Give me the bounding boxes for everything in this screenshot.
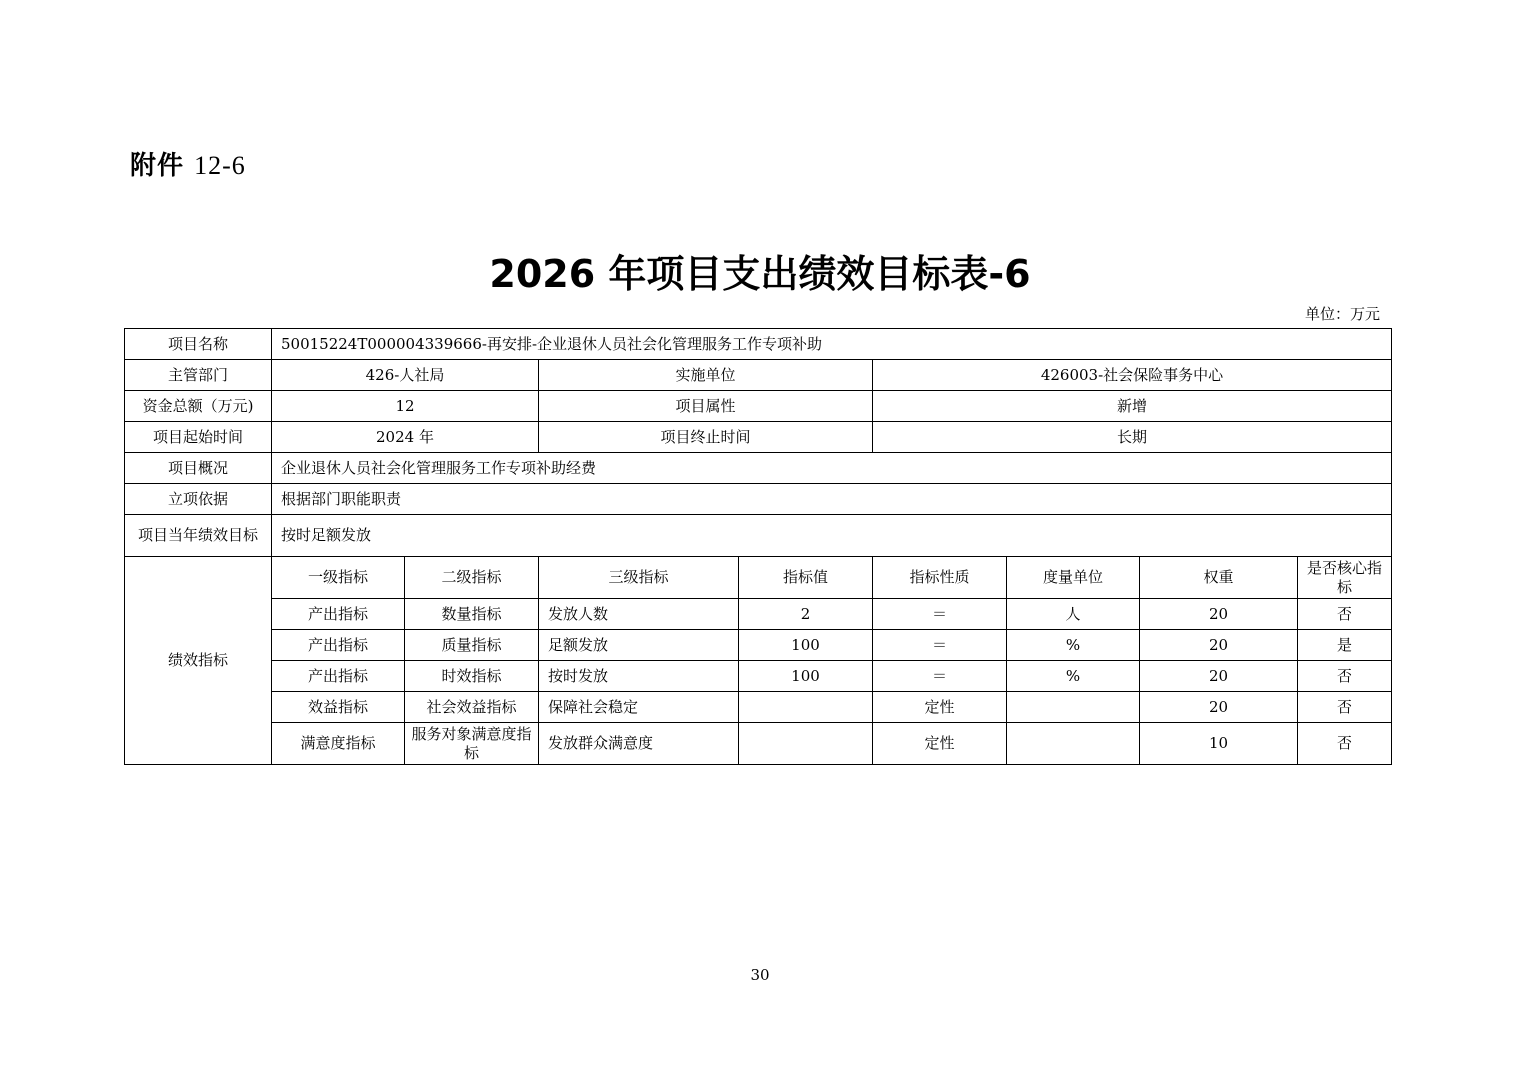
row-period xyxy=(125,422,1392,453)
page-title: 2026 年项目支出绩效目标表-6 xyxy=(489,252,1031,296)
level1-cell: 满意度指标 xyxy=(272,723,405,765)
basis-value: 根据部门职能职责 xyxy=(272,484,1392,515)
header-unit: 度量单位 xyxy=(1007,557,1140,599)
nature-cell: ＝ xyxy=(873,599,1007,630)
level1-cell: 效益指标 xyxy=(272,692,405,723)
core-cell: 是 xyxy=(1298,630,1392,661)
dept-value: 426-人社局 xyxy=(272,360,539,391)
header-level1: 一级指标 xyxy=(272,557,405,599)
total-funds-label: 资金总额（万元) xyxy=(125,391,272,422)
level3-cell: 发放群众满意度 xyxy=(539,723,739,765)
level2-cell: 时效指标 xyxy=(405,661,539,692)
attachment-label xyxy=(130,145,246,182)
nature-cell: 定性 xyxy=(873,723,1007,765)
page-number: 30 xyxy=(750,966,770,984)
header-nature: 指标性质 xyxy=(873,557,1007,599)
nature-cell: ＝ xyxy=(873,661,1007,692)
value-cell xyxy=(739,723,873,765)
overview-value: 企业退休人员社会化管理服务工作专项补助经费 xyxy=(272,453,1392,484)
attribute-label: 项目属性 xyxy=(539,391,873,422)
start-value: 2024 年 xyxy=(272,422,539,453)
level3-cell: 足额发放 xyxy=(539,630,739,661)
level2-cell: 质量指标 xyxy=(405,630,539,661)
project-name-label: 项目名称 xyxy=(125,329,272,360)
level3-cell: 按时发放 xyxy=(539,661,739,692)
core-cell: 否 xyxy=(1298,723,1392,765)
level3-cell: 保障社会稳定 xyxy=(539,692,739,723)
project-name-value: 50015224T000004339666-再安排-企业退休人员社会化管理服务工作专项补助 xyxy=(272,329,1392,360)
core-cell: 否 xyxy=(1298,661,1392,692)
performance-label: 绩效指标 xyxy=(125,557,272,765)
unit-cell xyxy=(1007,692,1140,723)
weight-cell: 20 xyxy=(1140,630,1298,661)
level2-cell: 数量指标 xyxy=(405,599,539,630)
row-funds xyxy=(125,391,1392,422)
table-row xyxy=(125,661,1392,692)
header-weight: 权重 xyxy=(1140,557,1298,599)
core-cell: 否 xyxy=(1298,692,1392,723)
weight-cell: 20 xyxy=(1140,661,1298,692)
header-level3: 三级指标 xyxy=(539,557,739,599)
weight-cell: 20 xyxy=(1140,692,1298,723)
value-cell: 2 xyxy=(739,599,873,630)
attachment-number: 12-6 xyxy=(194,151,246,180)
performance-header-row xyxy=(125,557,1392,599)
weight-cell: 10 xyxy=(1140,723,1298,765)
header-core: 是否核心指标 xyxy=(1298,557,1392,599)
total-funds-value: 12 xyxy=(272,391,539,422)
impl-unit-label: 实施单位 xyxy=(539,360,873,391)
table-row xyxy=(125,723,1392,765)
value-cell: 100 xyxy=(739,661,873,692)
basis-label: 立项依据 xyxy=(125,484,272,515)
row-overview xyxy=(125,453,1392,484)
performance-target-table xyxy=(124,328,1392,765)
end-label: 项目终止时间 xyxy=(539,422,873,453)
unit-cell: 人 xyxy=(1007,599,1140,630)
header-level2: 二级指标 xyxy=(405,557,539,599)
goal-value: 按时足额发放 xyxy=(272,515,1392,557)
table-row xyxy=(125,599,1392,630)
end-value: 长期 xyxy=(873,422,1392,453)
attachment-word: 附件 xyxy=(130,151,185,181)
level1-cell: 产出指标 xyxy=(272,599,405,630)
table-row xyxy=(125,630,1392,661)
impl-unit-value: 426003-社会保险事务中心 xyxy=(873,360,1392,391)
unit-cell xyxy=(1007,723,1140,765)
table-row xyxy=(125,692,1392,723)
core-cell: 否 xyxy=(1298,599,1392,630)
value-cell: 100 xyxy=(739,630,873,661)
row-department xyxy=(125,360,1392,391)
goal-label: 项目当年绩效目标 xyxy=(125,515,272,557)
start-label: 项目起始时间 xyxy=(125,422,272,453)
dept-label: 主管部门 xyxy=(125,360,272,391)
row-goal xyxy=(125,515,1392,557)
unit-cell: % xyxy=(1007,630,1140,661)
attribute-value: 新增 xyxy=(873,391,1392,422)
unit-label: 单位：万元 xyxy=(1304,305,1380,323)
weight-cell: 20 xyxy=(1140,599,1298,630)
nature-cell: ＝ xyxy=(873,630,1007,661)
level1-cell: 产出指标 xyxy=(272,630,405,661)
level3-cell: 发放人数 xyxy=(539,599,739,630)
value-cell xyxy=(739,692,873,723)
overview-label: 项目概况 xyxy=(125,453,272,484)
row-project-name xyxy=(125,329,1392,360)
header-value: 指标值 xyxy=(739,557,873,599)
nature-cell: 定性 xyxy=(873,692,1007,723)
level2-cell: 服务对象满意度指标 xyxy=(405,723,539,765)
row-basis xyxy=(125,484,1392,515)
unit-cell: % xyxy=(1007,661,1140,692)
level1-cell: 产出指标 xyxy=(272,661,405,692)
level2-cell: 社会效益指标 xyxy=(405,692,539,723)
